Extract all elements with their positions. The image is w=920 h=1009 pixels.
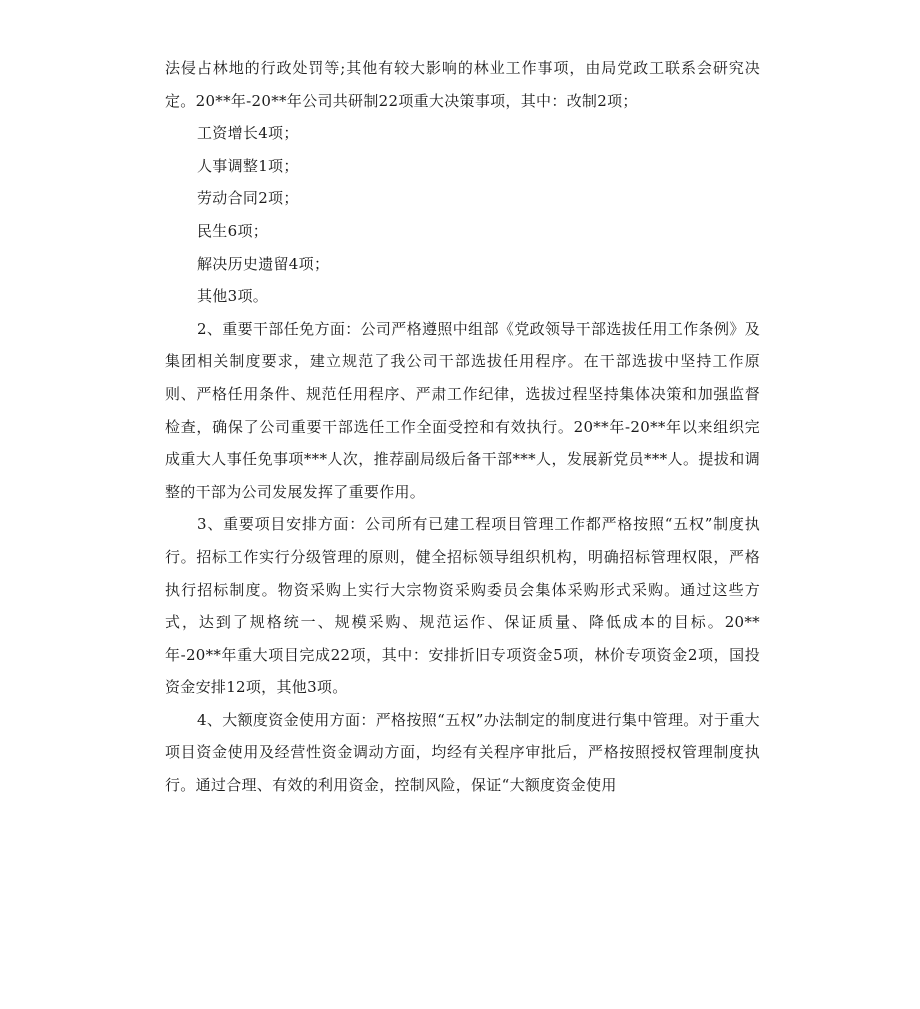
list-item-labor-contract: 劳动合同2项；: [197, 189, 299, 208]
paragraph-project-arrangement: 3、重要项目安排方面：公司所有已建工程项目管理工作都严格按照“五权”制度执行。招标工作实行分级管理的原则，健全招标领导组织机构，明确招标管理权限，严格执行招标制度。物资采购上实行大宗物资采购委员会集体采购形式采购。通过这些方式，达到了规格统一、规模采购、规范运作、保证质量、降低成本的目标。20**年-20**年重大项目完成22项，其中：安排折旧专项资金5项，林价专项资金2项，国投资金安排12项，其他3项。: [165, 515, 760, 697]
paragraph-decision-items: 法侵占林地的行政处罚等;其他有较大影响的林业工作事项，由局党政工联系会研究决定。20**年-20**年公司共研制22项重大决策事项，其中：改制2项；: [165, 59, 760, 110]
list-item-other: 其他3项。: [197, 287, 269, 306]
list-item-legacy-issues: 解决历史遗留4项；: [197, 254, 330, 273]
list-item-livelihood: 民生6项；: [197, 221, 269, 240]
paragraph-cadre-appointment: 2、重要干部任免方面：公司严格遵照中组部《党政领导干部选拔任用工作条例》及集团相关制度要求，建立规范了我公司干部选拔任用程序。在干部选拔中坚持工作原则、严格任用条件、规范任用程序、严肃工作纪律，选拔过程坚持集体决策和加强监督检查，确保了公司重要干部选任工作全面受控和有效执行。20**年-20**年以来组织完成重大人事任免事项***人次，推荐副局级后备干部***人，发展新党员***人。提拔和调整的干部为公司发展发挥了重要作用。: [165, 319, 760, 501]
list-item-wage-growth: 工资增长4项；: [197, 124, 299, 143]
document-body: [165, 52, 760, 802]
paragraph-fund-usage: 4、大额度资金使用方面：严格按照“五权”办法制定的制度进行集中管理。对于重大项目资金使用及经营性资金调动方面，均经有关程序审批后，严格按照授权管理制度执行。通过合理、有效的利用资金，控制风险，保证“大额度资金使用: [165, 710, 760, 795]
list-item-personnel-adjustment: 人事调整1项；: [197, 156, 299, 175]
